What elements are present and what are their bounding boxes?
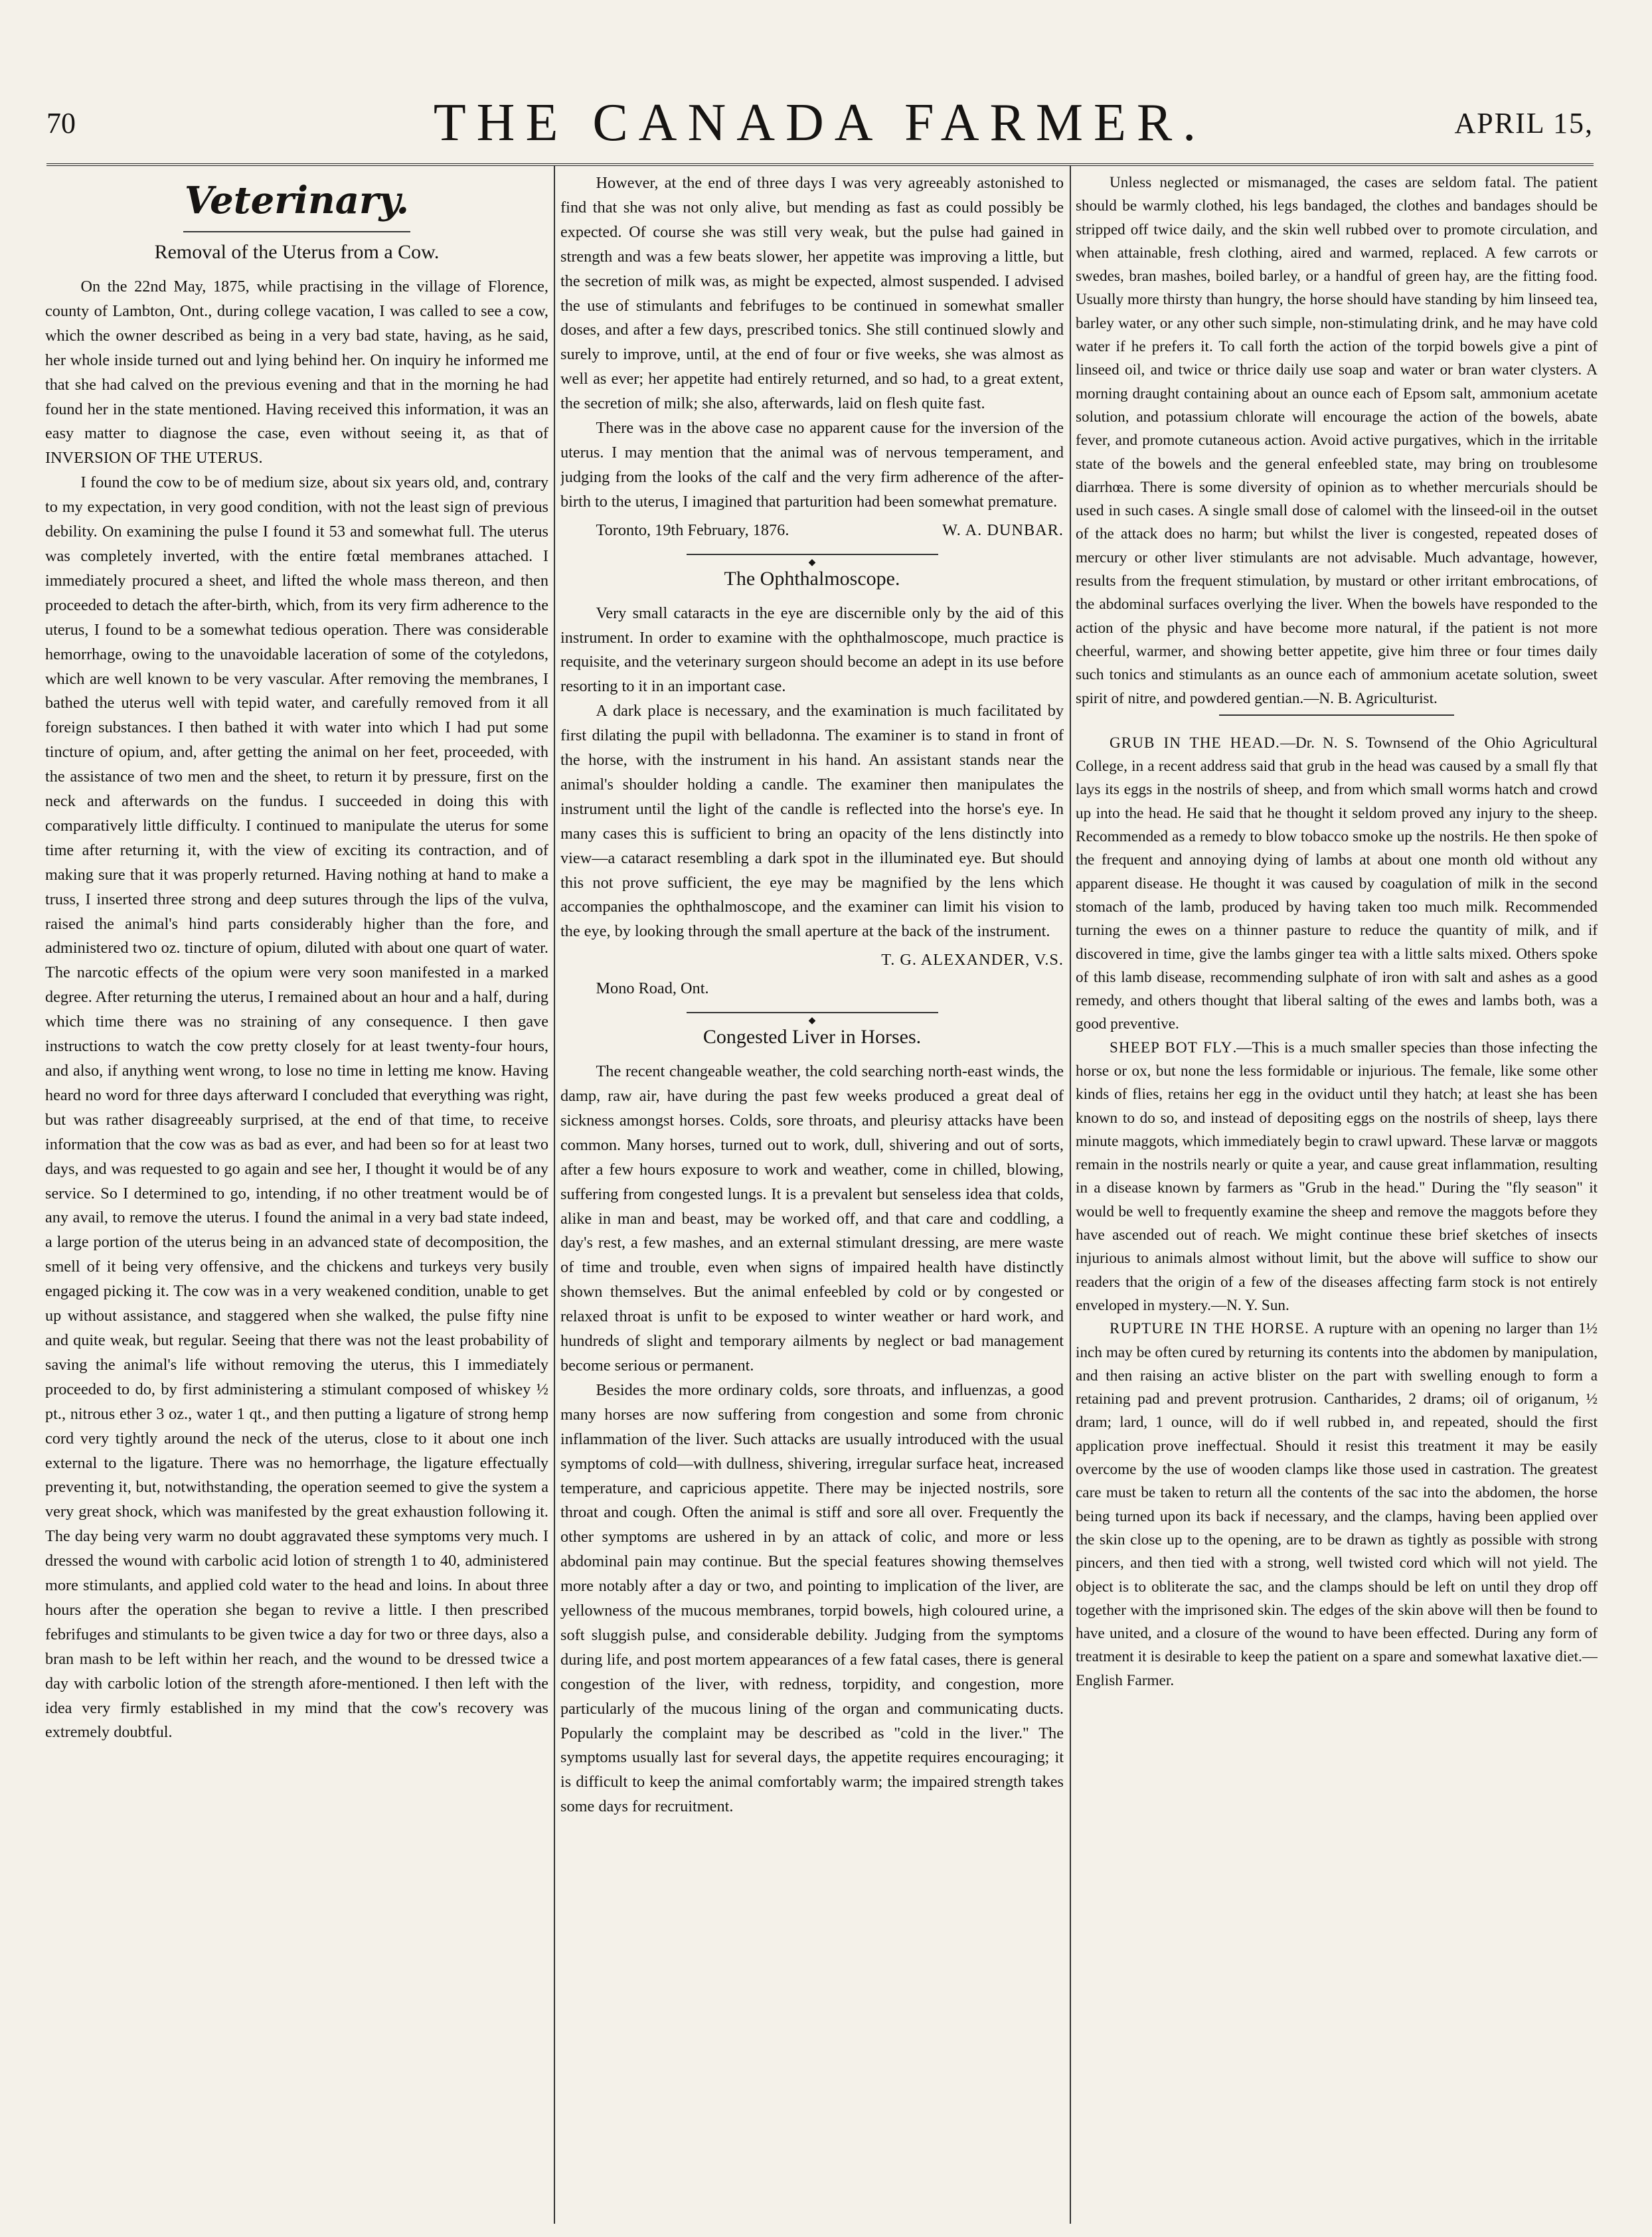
note-lead: RUPTURE IN THE HORSE. bbox=[1110, 1320, 1309, 1338]
note-text: A rupture with an opening no larger than 1½ inch may be often cured by returning its contents into the abdomen by manipulation, and then raising an active blister on the part with swelling enough to form a retaining pad and prevent protrusion. Cantharides, 2 drams; oil of origanum, ½ dram; lard, 1 ounce, will do if well rubbed in, and repeated, should the first application prove ineffectual. Should it resist this treatment it may be easily overcome by the use of wooden clamps like those used in castration. The greatest care must be taken to return all the contents of the sac into the abdomen, the horse being turned upon its back if necessary, and the clamps, having been applied over the skin close up to the opening, are to be drawn as tightly as possible with strong pincers, and then tied with a strong, well twisted cord which will not yield. The object is to obliterate the sac, and the clamps should be left on until they drop off together with the imprisoned skin. The edges of the skin above will then be found to have united, and a closure of the wound to have been effected. During any form of treatment it is desirable to keep the patient on a spare and somewhat laxative diet.—English Farmer. bbox=[1076, 1320, 1598, 1689]
article-title: Congested Liver in Horses. bbox=[702, 1026, 922, 1048]
section-heading: Veterinary. bbox=[184, 179, 410, 222]
note-text: .—This is a much smaller species than those infecting the horse or ox, but none the less formidable or injurious. The female, like some other kinds of flies, retains her egg in the oviduct until they hatch; at least she has been known to do so, and instead of depositing eggs on the nostrils of sheep, lays there minute maggots, which immediately begin to crawl upward. These larvæ or maggots remain in the nostrils nearly or quite a year, and cause great inflammation, resulting in a disease known by farmers as "Grub in the head." During the "fly season" it would be well to frequently examine the sheep and remove the maggots before they have ascended out of reach. We might continue these brief sketches of insects injurious to animals almost without limit, but the above will suffice to show our readers that the origin of a few of the diseases affecting farm stock is not entirely enveloped in mystery.—N. Y. Sun. bbox=[1076, 1038, 1598, 1314]
article-paragraph: There was in the above case no apparent cause for the inversion of the uterus. I may mention that the animal was of nervous temperament, and judging from the looks of the calf and the very firm adherence of the after-birth to the uterus, I imagined that parturition had been somewhat premature. bbox=[560, 419, 1064, 511]
article-paragraph: Besides the more ordinary colds, sore throats, and influenzas, a good many horses are now suffering from congestion and some from chronic inflammation of the liver. Such attacks are usually introduced with the usual symptoms of cold—with dullness, shivering, irregular surface heat, increased temperature, and capricious appetite. There may be injected nostrils, sore throat and cough. Often the animal is stiff and sore all over. Frequently the other symptoms are ushered in by an attack of colic, and more or less abdominal pain may continue. But the special features showing themselves more notably after a day or two, and pointing to implication of the liver, are yellowness of the mucous membranes, torpid bowels, high coloured urine, a soft sluggish pulse, and considerable debility. Judging from the symptoms during life, and post mortem appearances of a few fatal cases, there is general congestion of the liver, with redness, torpidity, and congestion, more particularly of the mucous lining of the organ and communicating ducts. Popularly the complaint may be described as "cold in the liver." The symptoms usually last for several days, the appetite requires encouraging; it is difficult to keep the animal comfortably warm; the impaired strength takes some days for recruitment. bbox=[560, 1380, 1064, 1816]
note-paragraph bbox=[1076, 1036, 1598, 1318]
article-paragraph: Unless neglected or mismanaged, the cases are seldom fatal. The patient should be warmly clothed, his legs bandaged, the clothes and bandages should be stripped off twice daily, and the skin well rubbed over to promote circulation, and when attainable, fresh clothing, aired and warmed, replaced. A few carrots or swedes, bran mashes, boiled barley, or a handful of green hay, are the fitting food. Usually more thirsty than hungry, the horse should have standing by him linseed tea, barley water, or any other such simple, non-stimulating drink, and he may have cold water if he prefers it. To call forth the action of the torpid bowels give a pint of linseed oil, and twice or thrice daily use soap and water or bran water clysters. A morning draught containing about an ounce each of Epsom salt, ammonium acetate solution, and potassium chlorate will encourage the action of the bowels, abate fever, and promote cutaneous action. Avoid active purgatives, which in the irritable state of the bowels and the general enfeebled state, may bring on troublesome diarrhœa. There is some diversity of opinion as to whether mercurials should be used in such cases. A single small dose of calomel with the linseed-oil in the outset of the attack does no harm; but whilst the liver is congested, repeated doses of mercury or other liver stimulants are not advisable. Much advantage, however, results from the frequent stimulation, by mustard or other irritant embrocations, of the abdominal surfaces overlying the liver. When the bowels have responded to the action of the physic and have become more natural, if the patient is not more cheerful, warmer, and showing better appetite, give him three or four times daily such tonics and stimulants as an ounce each of ammonium acetate solution, sweet spirit of nitre, and powdered gentian.—N. B. Agriculturist. bbox=[1076, 174, 1598, 707]
signoff-name: W. A. DUNBAR. bbox=[942, 521, 1064, 539]
section-rule bbox=[183, 231, 410, 232]
masthead-title: THE CANADA FARMER. bbox=[433, 94, 1207, 152]
issue-date: APRIL 15, bbox=[1454, 107, 1594, 139]
note-text: —Dr. N. S. Townsend of the Ohio Agricultural College, in a recent address said that grub in the head was caused by a small fly that lays its eggs in the nostrils of sheep, and from which small worms hatch and crowd up into the head. He said that he thought it seldom proved any injury to the sheep. Recommended as a remedy to blow tobacco smoke up the nostrils. He then spoke of the frequent and annoying dying of lambs at about one month old without any apparent disease. He thought it was caused by coagulation of milk in the second stomach of the lamb, produced by having taken too much milk. Recommended turning the ewes on a thinner pasture to reduce the quantity of milk, and if discovered in time, give the lambs ginger tea with a little salts mixed. Others spoke of this lamb disease, recommending sulphate of iron with salt and ashes as a good remedy, and others thought that liberal salting of the ewes and lambs both, was a good preventive. bbox=[1076, 734, 1598, 1033]
column-2 bbox=[560, 171, 1064, 2224]
note-paragraph bbox=[1076, 732, 1598, 1036]
article-paragraph: I found the cow to be of medium size, about six years old, and, contrary to my expectation, in very good condition, with not the least sign of previous debility. On examining the pulse I found it 53 and somewhat full. The uterus was completely inverted, with the entire fœtal membranes attached. I immediately procured a sheet, and lifted the whole mass thereon, and then proceeded to detach the after-birth, which, from its very firm adherence to the uterus, I found to be a somewhat tedious operation. There was considerable hemorrhage, owing to the unavoidable laceration of some of the cotyledons, which are well known to be very vascular. After removing the membranes, I bathed the uterus well with tepid water, and carefully removed from it all foreign substances. I then bathed it with water into which I had put some tincture of opium, and, after getting the animal on her feet, proceeded, with the assistance of two men and the sheet, to return it by pressure, first on the neck and afterwards on the fundus. I succeeded in doing this with comparatively little difficulty. I continued to manipulate the uterus for some time after returning it, with the view of exciting its contraction, and of making sure that it was properly returned. Having nothing at hand to make a truss, I inserted three strong and deep sutures through the lips of the vulva, raised the animal's hind parts considerably higher than the fore, and administered two oz. tincture of opium, diluted with about one quart of water. The narcotic effects of the opium were very soon manifested in a marked degree. After returning the uterus, I remained about an hour and a half, during which time there was no straining of any consequence. I then gave instructions to watch the cow pretty closely for at least twenty-four hours, and also, if anything went wrong, to lose no time in letting me know. Having heard no word for three days afterward I concluded that everything was right, but was rather disagreeably surprised, at the end of that time, to receive information that the cow was as bad as ever, and had been so for at least two days, and was requested to go again and see her, I thought it would be of any service. So I determined to go, intending, if no other treatment would be of any avail, to remove the uterus. I found the animal in a very bad state indeed, a large portion of the uterus being in an advanced state of decomposition, the smell of it being very offensive, and the chickens and turkeys very busily engaged picking it. The cow was in a very weakened condition, unable to get up without assistance, and staggered when she walked, the pulse fifty nine and quite weak, but regular. Seeing that there was not the least probability of saving the animal's life without removing the uterus, this I immediately proceeded to do, by first administering a stimulant composed of whiskey ½ pt., nitrous ether 3 oz., water 1 qt., and then putting a ligature of strong hemp cord very tightly around the neck of the uterus, close to it about one inch external to the ligature. There was no hemorrhage, the ligature effectually preventing it, but, notwithstanding, the operation seemed to give the system a very great shock, which was manifested by the great exhaustion following it. The day being very warm no doubt aggravated these symptoms very much. I dressed the wound with carbolic acid lotion of strength 1 to 40, administered more stimulants, and applied cold water to the head and loins. In about three hours after the operation she began to revive a little. I then prescribed febrifuges and stimulants to be given twice a day for two or three days, also a bran mash to be left within her reach, and the wound to be dressed twice a day with carbolic lotion of the strength afore-mentioned. I then left with the idea very firmly established in my mind that the cow's recovery was extremely doubtful. bbox=[45, 473, 548, 1742]
page-header bbox=[46, 93, 1594, 166]
note-paragraph bbox=[1076, 1317, 1598, 1693]
page-number: 70 bbox=[46, 107, 76, 139]
article-paragraph: On the 22nd May, 1875, while practising in the village of Florence, county of Lambton, Ont., during college vacation, I was called to see a cow, which the owner described as being in a very bad state, having, as he said, her whole inside turned out and lying behind her. On inquiry he informed me that she had calved on the previous evening and that in the morning he had found her in the state mentioned. Having received this information, it was an easy matter to diagnose the case, even without seeing it, as that of INVERSION OF THE UTERUS. bbox=[45, 278, 548, 467]
column-divider bbox=[1070, 166, 1071, 2224]
article-paragraph: The recent changeable weather, the cold searching north-east winds, the damp, raw air, have during the past few weeks produced a great deal of sickness amongst horses. Colds, sore throats, and pleurisy attacks have been common. Many horses, turned out to work, dull, shivering and out of sorts, after a few hours exposure to work and weather, come in chilled, blowing, suffering from congested lungs. It is a prevalent but senseless idea that colds, alike in man and beast, may be worked off, and that care and coddling, a day's rest, a few mashes, and an external stimulant dressing, are mere waste of time and trouble, even when signs of impaired health have distinctly shown themselves. But the animal enfeebled by cold or by congested or relaxed throat is unfit to be exposed to winter weather or hard work, and hundreds of slight and temporary ailments by neglect or bad management become serious or permanent. bbox=[560, 1062, 1064, 1374]
article-divider: ◆ bbox=[560, 1007, 1064, 1017]
header-rule bbox=[46, 163, 1594, 166]
signoff-name: T. G. ALEXANDER, V.S. bbox=[881, 951, 1064, 969]
article-title: Removal of the Uterus from a Cow. bbox=[154, 241, 440, 263]
note-lead: SHEEP BOT FLY bbox=[1110, 1038, 1233, 1056]
column-divider bbox=[554, 166, 555, 2224]
article-divider: ◆ bbox=[560, 548, 1064, 559]
article-title: The Ophthalmoscope. bbox=[724, 567, 900, 590]
note-separator bbox=[1219, 714, 1454, 716]
signoff-place: Toronto, 19th February, 1876. bbox=[596, 521, 789, 539]
article-signoff bbox=[560, 519, 1064, 543]
note-lead: GRUB IN THE HEAD. bbox=[1110, 734, 1280, 752]
column-1 bbox=[45, 171, 548, 2224]
article-paragraph: A dark place is necessary, and the examination is much facilitated by first dilating the pupil with belladonna. The examiner is to stand in front of the horse, with the instrument in his hand. An assistant stands near the animal's shoulder holding a candle. The examiner then manipulates the instrument until the light of the candle is reflected into the horse's eye. In many cases this is sufficient to bring an opacity of the lens distinctly into view—a cataract resembling a dark spot in the illuminated eye. But should this not prove sufficient, the eye may be magnified by the lens which accompanies the ophthalmoscope, and the examiner can limit his vision to the eye, by looking through the small aperture at the back of the instrument. bbox=[560, 702, 1064, 941]
column-3 bbox=[1076, 171, 1598, 2224]
article-paragraph: However, at the end of three days I was very agreeably astonished to find that she was not only alive, but mending as fast as could possibly be expected. Of course she was still very weak, but the pulse had gained in strength and was a few beats slower, her appetite was improving a little, but the secretion of milk was, as might be expected, almost suspended. I advised the use of stimulants and febrifuges to be continued in somewhat smaller doses, and after a few days, prescribed tonics. She still continued slowly and surely to improve, until, at the end of four or five weeks, she was almost as well as ever; her appetite had entirely returned, and so had, to a great extent, the secretion of milk; she also, afterwards, laid on flesh quite fast. bbox=[560, 174, 1064, 413]
article-paragraph: Very small cataracts in the eye are discernible only by the aid of this instrument. In order to examine with the ophthalmoscope, much practice is requisite, and the veterinary surgeon should become an adept in its use before resorting to it in an important case. bbox=[560, 604, 1064, 696]
signoff-place: Mono Road, Ont. bbox=[596, 979, 709, 998]
